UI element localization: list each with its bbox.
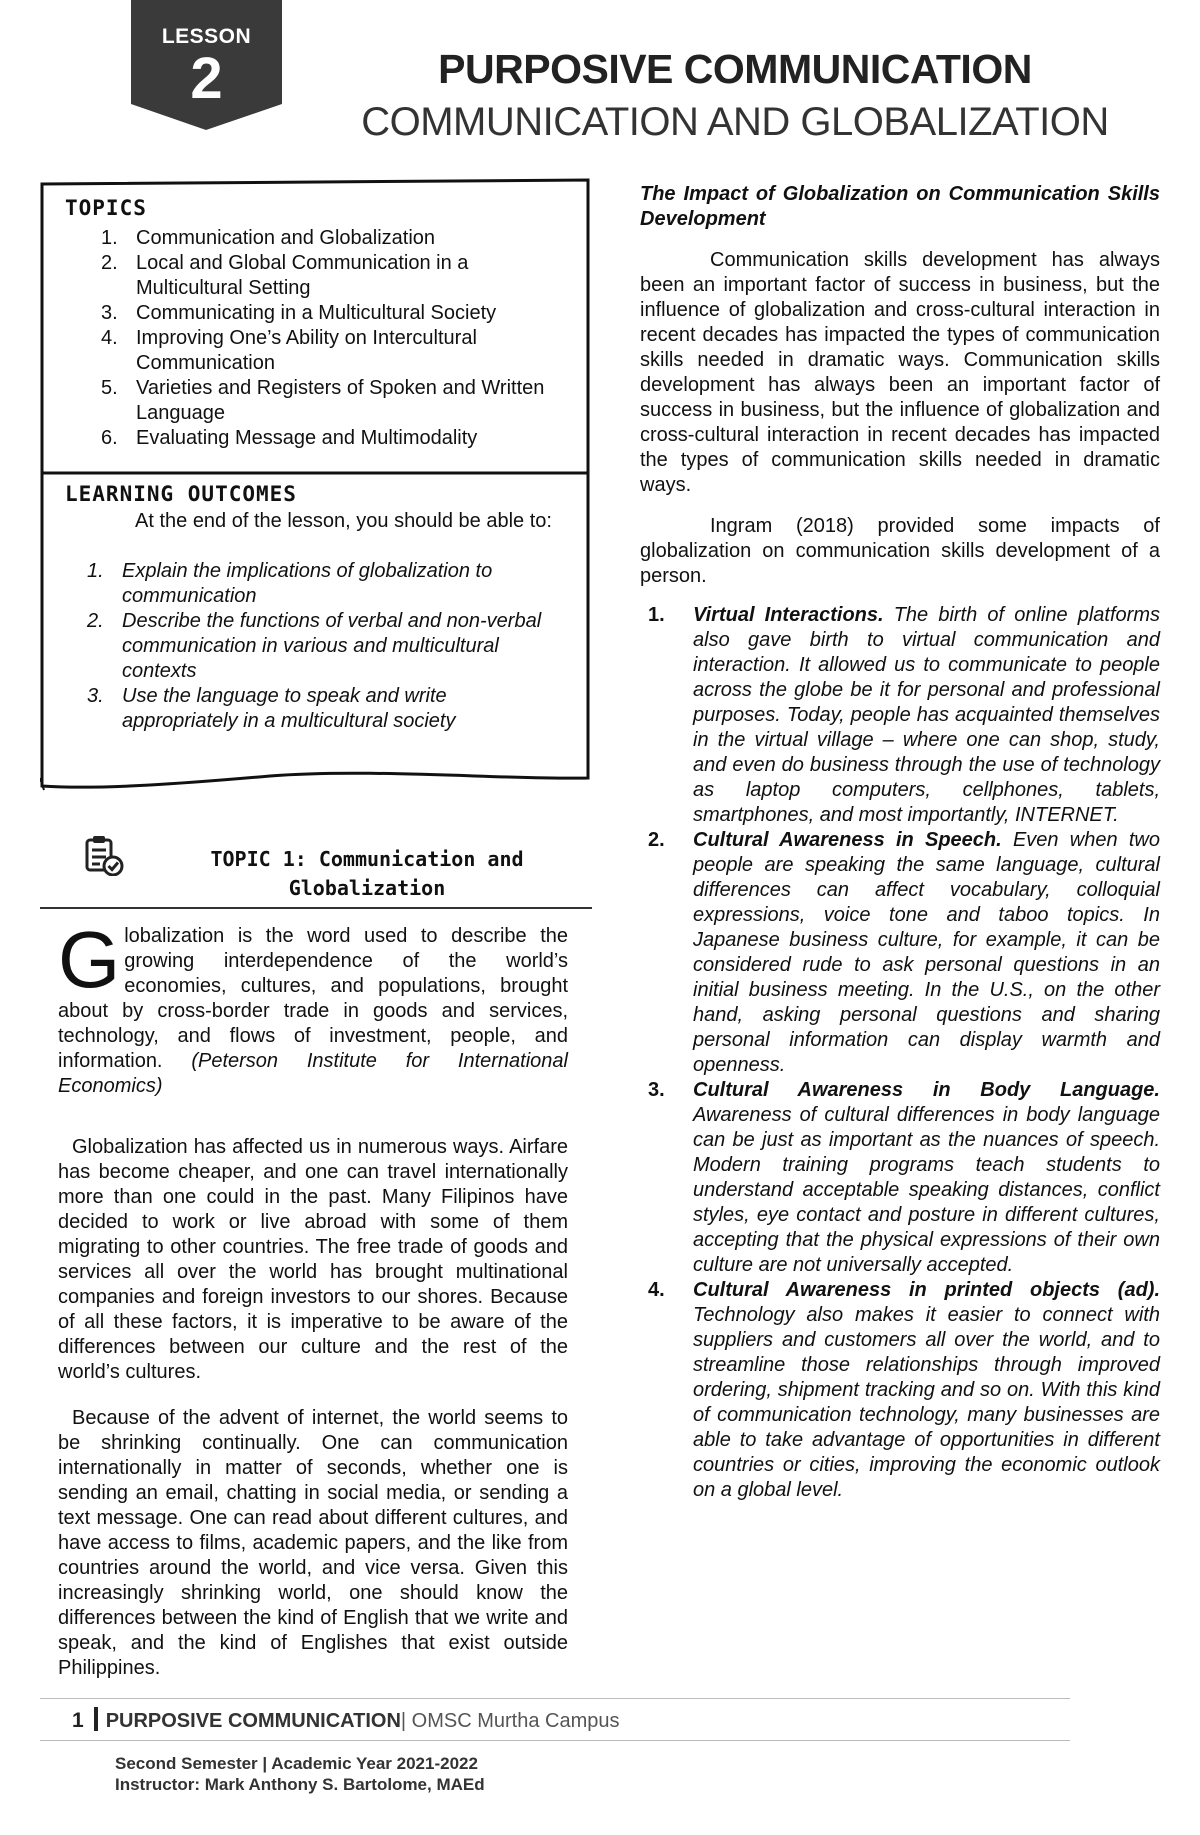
globalization-intro-paragraph: Globalization is the word used to describe the growing interdependence of the world’s economies, cultures, and populations, brought about by cross-border trade in goods and services, technology, and flows of investment, people, and information. (Peterson Institute for International Economics)	[58, 915, 568, 1097]
impact-list	[640, 603, 1160, 1503]
lesson-label: LESSON	[161, 25, 252, 48]
list-item: 1. Virtual Interactions. The birth of online platforms also gave birth to virtual communication and interaction. It allowed us to communicate to people across the globe be it for personal and professional purposes. Today, people has acquainted themselves in the virtual village – where one can shop, study, and even do business through the use of technology as laptop computers, cellphones, tablets, smartphones, and most importantly, INTERNET.	[648, 604, 1160, 826]
clipboard-check-icon	[84, 834, 124, 876]
lesson-title: COMMUNICATION AND GLOBALIZATION	[361, 100, 1109, 144]
learning-outcomes-intro: At the end of the lesson, you should be able to:	[135, 510, 552, 532]
subject-title: PURPOSIVE COMMUNICATION	[438, 46, 1032, 92]
footer-divider-top	[40, 1698, 1070, 1699]
footer-line	[72, 1707, 619, 1735]
list-item: 3. Use the language to speak and write appropriately in a multicultural society	[87, 685, 456, 732]
footer-campus: | OMSC Murtha Campus	[400, 1710, 620, 1732]
footer-semester: Second Semester | Academic Year 2021-2022	[115, 1754, 478, 1773]
footer-instructor: Instructor: Mark Anthony S. Bartolome, MAEd	[115, 1775, 485, 1794]
impact-paragraph-1: Communication skills development has always been an important factor of success in business, but the influence of globalization and cross-cultural interaction in recent decades has impacted the types of communication skills needed in dramatic ways. Communication skills development has always been an important factor of success in business, but the influence of globalization and cross-cultural interaction in recent decades has impacted the types of communication skills needed in dramatic ways.	[640, 249, 1160, 496]
topics-heading: TOPICS	[65, 196, 147, 220]
learning-outcomes-heading: LEARNING OUTCOMES	[65, 482, 297, 506]
list-item: 4. Improving One’s Ability on Intercultural Communication	[101, 327, 477, 374]
topic1-divider	[40, 907, 592, 909]
list-item: 2. Cultural Awareness in Speech. Even when two people are speaking the same language, cultural differences can affect vocabulary, colloquial expressions, voice tone and taboo topics. In Japanese business culture, for example, it can be considered rude to ask personal questions in an initial business meeting. In the U.S., on the other hand, asking personal questions and sharing personal information can display warmth and openness.	[648, 829, 1160, 1076]
lesson-number: 2	[190, 46, 223, 111]
footer-divider-bottom	[40, 1740, 1070, 1741]
list-item: 3. Communicating in a Multicultural Society	[101, 302, 497, 324]
list-item: 1. Explain the implications of globalization to communication	[87, 560, 493, 607]
list-item: 2. Describe the functions of verbal and non-verbal communication in various and multicultural contexts	[87, 610, 542, 682]
citation: (Peterson Institute for International Economics)	[58, 1050, 568, 1097]
drop-cap: G	[58, 915, 121, 1004]
footer-subject: PURPOSIVE COMMUNICATION	[105, 1710, 401, 1732]
impact-paragraph-2: Ingram (2018) provided some impacts of globalization on communication skills development of a person.	[640, 515, 1160, 587]
learning-outcomes-list	[65, 559, 565, 734]
page-number: 1	[72, 1709, 84, 1732]
list-item: 4. Cultural Awareness in printed objects (ad). Technology also makes it easier to connect with suppliers and customers all over the world, and to streamline those relationships through improved ordering, shipment tracking and so on. With this kind of communication technology, many businesses are able to take advantage of opportunities in different countries or cities, improving the economic outlook on a global level.	[648, 1279, 1160, 1501]
topics-list	[65, 226, 565, 451]
list-item: 6. Evaluating Message and Multimodality	[101, 427, 478, 449]
list-item: 3. Cultural Awareness in Body Language. Awareness of cultural differences in body language can be just as important as the nuances of speech. Modern training programs teach students to understand acceptable speaking distances, conflict styles, eye contact and posture in different cultures, accepting that the physical expressions of their own culture are not universally accepted.	[648, 1079, 1160, 1276]
topic1-title: TOPIC 1: Communication and Globalization	[210, 847, 524, 900]
globalization-paragraph-3: Because of the advent of internet, the world seems to be shrinking continually. One can communication internationally in matter of seconds, whether one is sending an email, chatting in social media, or sending a text message. One can read about different cultures, and have access to films, academic papers, and the like from countries around the world, and vice versa. Given this increasingly shrinking world, one should know the differences between the kind of English that we write and speak, and the kind of Englishes that exist outside Philippines.	[58, 1407, 568, 1679]
impact-section-title: The Impact of Globalization on Communication Skills Development	[640, 183, 1160, 230]
footer-separator	[94, 1707, 98, 1731]
list-item: 2. Local and Global Communication in a Multicultural Setting	[101, 252, 469, 299]
list-item: 5. Varieties and Registers of Spoken and Written Language	[101, 377, 545, 424]
globalization-paragraph-2: Globalization has affected us in numerous ways. Airfare has become cheaper, and one can travel internationally more than one could in the past. Many Filipinos have decided to work or live abroad with some of them migrating to other countries. The free trade of goods and services all over the world has brought multinational companies and foreign investors to our shores. Because of all these factors, it is imperative to be aware of the differences between our culture and the rest of the world’s cultures.	[58, 1136, 568, 1383]
list-item: 1. Communication and Globalization	[101, 227, 436, 249]
